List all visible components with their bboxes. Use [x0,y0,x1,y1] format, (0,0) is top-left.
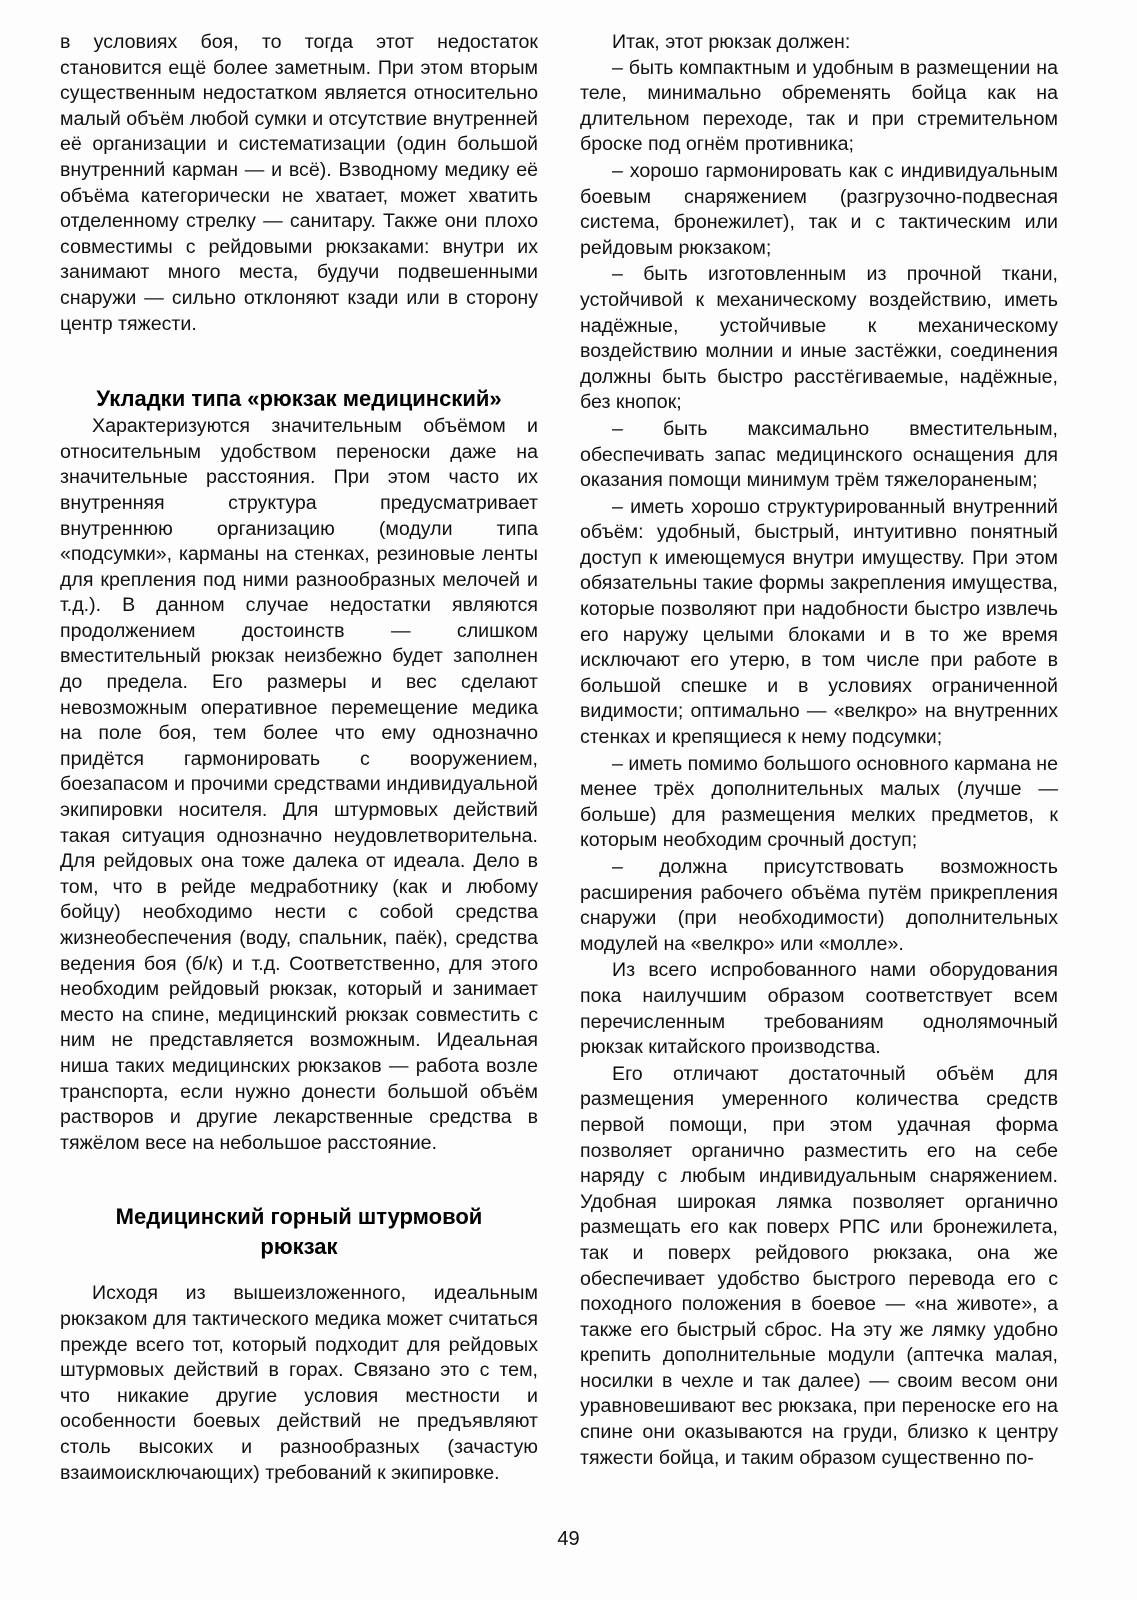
paragraph-ideal-backpack: Исходя из вышеизложенного, идеальным рюкзаком для тактического медика может считаться прежде всего тот, который подходит для рейдовых штурмовых действий в горах. Связано это с тем, что никакие другие условия местности и особенности боевых действий не предъявляют столь высоких и разнообразных (зачастую взаимоисключающих) требований к экипировке. [60,1282,538,1484]
requirement-item: – должна присутствовать возможность расширения рабочего объёма путём прикрепления снаружи (при необходимости) дополнительных модулей на «велкро» или «молле». [580,856,1058,955]
list-intro: Итак, этот рюкзак должен: [612,31,851,53]
paragraph-conclusion: Из всего испробованного нами оборудования пока наилучшим образом соответствует всем перечисленным требованиям однолямочный рюкзак китайского производства. [580,959,1058,1059]
section-heading-medical-backpack-type: Укладки типа «рюкзак медицинский» [96,386,502,412]
section-heading-mountain-assault-backpack: Медицинский горный штурмовой рюкзак [115,1204,483,1260]
requirement-item: – быть изготовленным из прочной ткани, устойчивой к механическому воздействию, иметь надёжные, устойчивые к механическому воздействию молнии и иные застёжки, соединения должны быть быстро расстёгиваемые, надёжные, без кнопок; [580,263,1058,414]
paragraph-medical-backpack: Характеризуются значительным объёмом и относительным удобством переноски даже на значительные расстояния. При этом часто их внутренняя структура предусматривает внутреннюю организацию (модули типа «подсумки», карманы на стенках, резиновые ленты для крепления под ними разнообразных мелочей и т.д.). В данном случае недостатки являются продолжением достоинств — слишком вместительный рюкзак неизбежно будет заполнен до предела. Его размеры и вес сделают невозможным оперативное перемещение медика на поле боя, тем более что ему однозначно придётся гармонировать с вооружением, боезапасом и прочими средствами индивидуальной экипировки носителя. Для штурмовых действий такая ситуация однозначно неудовлетворительна. Для рейдовых она тоже далека от идеала. Дело в том, что в рейде медработнику (как и любому бойцу) необходимо нести с собой средства жизнеобеспечения (воду, спальник, паёк), средства ведения боя (б/к) и т.д. Соответственно, для этого необходим рейдовый рюкзак, который и занимает место на спине, медицинский рюкзак совместить с ним не представляется возможным. Идеальная ниша таких медицинских рюкзаков — работа возле транспорта, если нужно донести большой объём растворов и другие лекарственные средства в тяжёлом весе на небольшое расстояние. [60,415,538,1154]
requirement-item: – хорошо гармонировать как с индивидуальным боевым снаряжением (разгрузочно-подвесная система, бронежилет), так и с тактическим или рейдовым рюкзаком; [580,159,1058,259]
page-number: 49 [557,1528,580,1550]
requirement-item: – быть максимально вместительным, обеспечивать запас медицинского оснащения для оказания помощи минимум трём тяжелораненым; [580,417,1058,492]
right-column [580,30,1058,1471]
requirement-item: – быть компактным и удобным в размещении на теле, минимально обременять бойца как на длительном переходе, так и при стремительном броске под огнём противника; [580,56,1058,156]
paragraph-description: Его отличают достаточный объём для размещения умеренного количества средств первой помощи, при этом удачная форма позволяет органично разместить его на себе наряду с любым индивидуальным снаряжением. Удобная широкая лямка позволяет органично размещать его как поверх РПС или бронежилета, так и поверх рейдового рюкзака, она же обеспечивает удобство быстрого перевода его с походного положения в боевое — «на животе», а также его быстрый сброс. На эту же лямку удобно крепить дополнительные модули (аптечка малая, носилки в чехле и так далее) — своим весом они уравновешивают вес рюкзака, при переноске его на спине они оказываются на груди, близко к центру тяжести бойца, и таким образом существенно по- [580,1062,1058,1469]
requirement-item: – иметь помимо большого основного кармана не менее трёх дополнительных малых (лучше — больше) для размещения мелких предметов, к которым необходим срочный доступ; [580,752,1059,852]
requirement-item: – иметь хорошо структурированный внутренний объём: удобный, быстрый, интуитивно понятный доступ к имеющемуся внутри имуществу. При этом обязательны такие формы закрепления имущества, которые позволяют при надобности быстро извлечь его наружу целыми блоками и в то же время исключают его утерю, в том числе при работе в большой спешке и в условиях ограниченной видимости; оптимально — «велкро» на внутренних стенках и крепящиеся к нему подсумки; [580,495,1058,749]
paragraph-continued: в условиях боя, то тогда этот недостаток становится ещё более заметным. При этом вторым существенным недостатком является относительно малый объём любой сумки и отсутствие внутренней её организации и систематизации (один большой внутренний карман — и всё). Взводному медику её объёма категорически не хватает, может хватить отделенному стрелку — санитару. Также они плохо совместимы с рейдовыми рюкзаками: внутри их занимают много места, будучи подвешенными снаружи — сильно отклоняют кзади или в сторону центр тяжести. [60,31,538,335]
left-column [60,30,538,1486]
